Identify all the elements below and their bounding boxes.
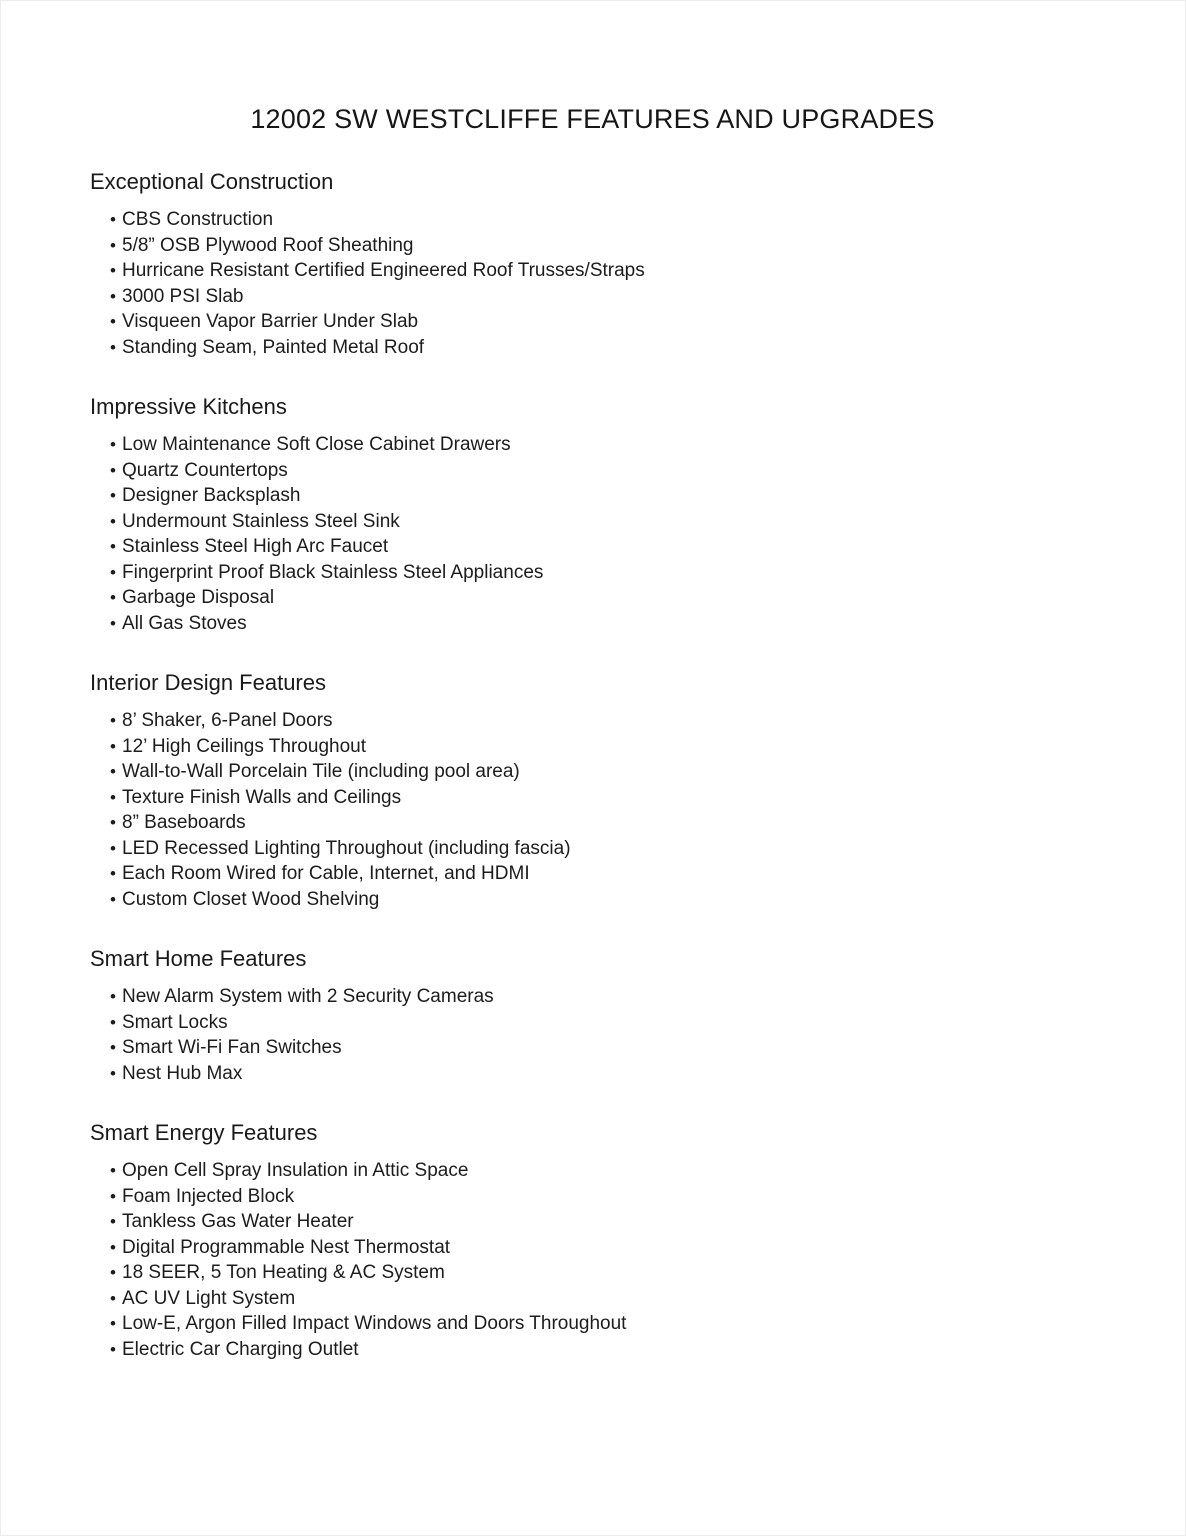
feature-item: • LED Recessed Lighting Throughout (including fascia) [90,836,1095,862]
section-heading: Smart Home Features [90,946,307,971]
feature-item: • All Gas Stoves [90,611,1095,637]
feature-item: • Open Cell Spray Insulation in Attic Space [90,1158,1095,1184]
feature-item: • AC UV Light System [90,1286,1095,1312]
sections-container [90,169,1095,1362]
feature-item: • 3000 PSI Slab [90,284,1095,310]
section-heading: Exceptional Construction [90,169,334,194]
feature-item: • Garbage Disposal [90,585,1095,611]
feature-item: • Low-E, Argon Filled Impact Windows and Doors Throughout [90,1311,1095,1337]
feature-item: • Visqueen Vapor Barrier Under Slab [90,309,1095,335]
feature-item: • Electric Car Charging Outlet [90,1337,1095,1363]
feature-item: • Wall-to-Wall Porcelain Tile (including pool area) [90,759,1095,785]
feature-item: • Texture Finish Walls and Ceilings [90,785,1095,811]
feature-item: • Low Maintenance Soft Close Cabinet Drawers [90,432,1095,458]
feature-item: • New Alarm System with 2 Security Cameras [90,984,1095,1010]
feature-item: • Tankless Gas Water Heater [90,1209,1095,1235]
feature-item: • Quartz Countertops [90,458,1095,484]
feature-item: • Undermount Stainless Steel Sink [90,509,1095,535]
feature-list [90,984,1095,1086]
section-heading: Interior Design Features [90,670,326,695]
feature-item: • 8’ Shaker, 6-Panel Doors [90,708,1095,734]
feature-item: • Nest Hub Max [90,1061,1095,1087]
feature-item: • Smart Wi-Fi Fan Switches [90,1035,1095,1061]
section-heading: Smart Energy Features [90,1120,318,1145]
feature-item: • Foam Injected Block [90,1184,1095,1210]
feature-list [90,1158,1095,1362]
feature-item: • Each Room Wired for Cable, Internet, and HDMI [90,861,1095,887]
page-title: 12002 SW WESTCLIFFE FEATURES AND UPGRADES [250,104,935,134]
section-heading: Impressive Kitchens [90,394,287,419]
feature-list [90,708,1095,912]
feature-item: • Hurricane Resistant Certified Engineered Roof Trusses/Straps [90,258,1095,284]
feature-item: • Standing Seam, Painted Metal Roof [90,335,1095,361]
feature-item: • CBS Construction [90,207,1095,233]
feature-list [90,432,1095,636]
feature-item: • 5/8” OSB Plywood Roof Sheathing [90,233,1095,259]
feature-item: • Custom Closet Wood Shelving [90,887,1095,913]
feature-item: • 18 SEER, 5 Ton Heating & AC System [90,1260,1095,1286]
feature-item: • Designer Backsplash [90,483,1095,509]
feature-item: • Smart Locks [90,1010,1095,1036]
feature-item: • Digital Programmable Nest Thermostat [90,1235,1095,1261]
feature-item: • Fingerprint Proof Black Stainless Steel Appliances [90,560,1095,586]
feature-list [90,207,1095,360]
feature-item: • Stainless Steel High Arc Faucet [90,534,1095,560]
feature-item: • 8” Baseboards [90,810,1095,836]
feature-item: • 12’ High Ceilings Throughout [90,734,1095,760]
